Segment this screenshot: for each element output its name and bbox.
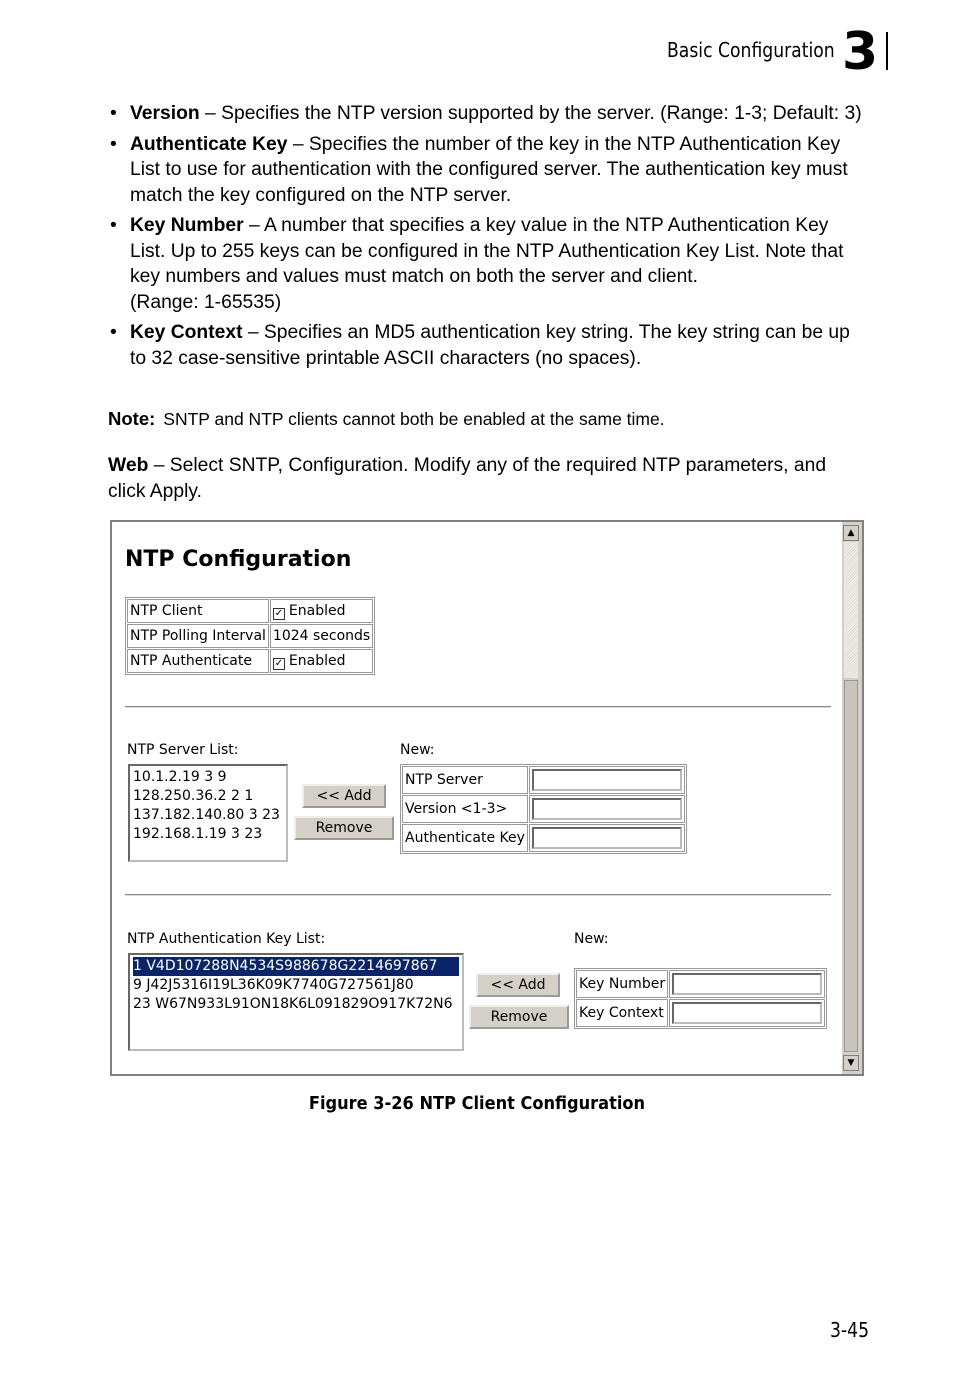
figure-caption: Figure 3-26 NTP Client Configuration (308, 1093, 646, 1114)
list-item[interactable]: 128.250.36.2 2 1 (133, 788, 254, 804)
ntp-authenticate-checkbox[interactable]: ✓ (274, 657, 284, 669)
server-new-form (400, 764, 687, 854)
page-title: NTP Configuration (125, 547, 352, 572)
key-remove-button[interactable]: Remove (469, 1005, 569, 1029)
web-instructions: Web – Select SNTP, Configuration. Modify any of the required NTP parameters, and click Apply. (108, 455, 827, 502)
list-item[interactable]: 23 W67N933L91ON18K6L091829O917K72N6 (133, 996, 453, 1012)
server-new-label: New: (400, 742, 435, 758)
ntp-authenticate-value: Enabled (288, 652, 346, 669)
divider (125, 894, 831, 896)
bullet-key-number: • Key Number – A number that specifies a key value in the NTP Authentication Key List. Up to 255 keys can be configured in the NTP Authentication Key List. Note that key numbers and values must match on both the server and client. (Range: 1-65535) (110, 215, 844, 313)
running-header: Basic Configuration (667, 38, 835, 62)
key-listbox[interactable] (128, 953, 464, 1051)
version-input[interactable] (532, 798, 682, 820)
server-list-label: NTP Server List: (127, 742, 239, 758)
key-number-input[interactable] (672, 973, 822, 995)
list-item[interactable]: 9 J42J5316I19L36K09K7740G727561J80 (133, 977, 414, 993)
vertical-scrollbar[interactable] (841, 522, 862, 1074)
key-list-label: NTP Authentication Key List: (127, 931, 326, 947)
key-new-label: New: (574, 931, 609, 947)
authenticate-key-input[interactable] (532, 827, 682, 849)
chapter-number: 3 (842, 22, 879, 82)
divider (125, 706, 831, 708)
parameter-list (108, 101, 868, 376)
scroll-track[interactable] (844, 542, 858, 678)
key-number-label: Key Number (576, 970, 668, 998)
ntp-client-checkbox[interactable]: ✓ (274, 607, 284, 619)
note: Note: SNTP and NTP clients cannot both be enabled at the same time. (108, 408, 665, 429)
bullet-key-context: • Key Context – Specifies an MD5 authentication key string. The key string can be up to 32 case-sensitive printable ASCII characters (no spaces). (110, 322, 850, 369)
ntp-configuration-screenshot (110, 520, 864, 1076)
scroll-down-icon[interactable]: ▼ (843, 1055, 859, 1071)
server-listbox[interactable] (128, 764, 288, 862)
list-item[interactable]: 137.182.140.80 3 23 (133, 807, 280, 823)
ntp-polling-value[interactable]: 1024 seconds (270, 624, 373, 648)
ntp-authenticate-label: NTP Authenticate (127, 649, 269, 673)
scroll-up-icon[interactable]: ▲ (843, 525, 859, 541)
list-item[interactable]: 1 V4D107288N4534S988678G2214697867 (133, 957, 459, 976)
list-item[interactable]: 192.168.1.19 3 23 (133, 826, 263, 842)
chapter-divider (886, 32, 888, 70)
authenticate-key-label: Authenticate Key (402, 824, 528, 852)
ntp-client-label: NTP Client (127, 599, 269, 623)
ntp-settings-table (125, 597, 375, 675)
list-item[interactable]: 10.1.2.19 3 9 (133, 769, 227, 785)
ntp-client-value: Enabled (288, 602, 346, 619)
key-add-button[interactable]: << Add (476, 973, 560, 997)
bullet-version: • Version – Specifies the NTP version supported by the server. (Range: 1-3; Default: 3) (110, 103, 862, 124)
server-remove-button[interactable]: Remove (294, 816, 394, 840)
ntp-polling-label: NTP Polling Interval (127, 624, 269, 648)
key-context-input[interactable] (672, 1002, 822, 1024)
page-number: 3-45 (830, 1318, 870, 1342)
bullet-authenticate-key: • Authenticate Key – Specifies the number of the key in the NTP Authentication Key List to use for authentication with the configured server. The authentication key must match the key configured on the NTP server. (110, 133, 848, 206)
ntp-server-input[interactable] (532, 769, 682, 791)
scroll-thumb[interactable] (844, 680, 858, 1052)
key-new-form (574, 968, 827, 1029)
key-context-label: Key Context (576, 999, 668, 1027)
version-label: Version <1-3> (402, 795, 528, 823)
ntp-server-label: NTP Server (402, 766, 528, 794)
server-add-button[interactable]: << Add (302, 784, 386, 808)
